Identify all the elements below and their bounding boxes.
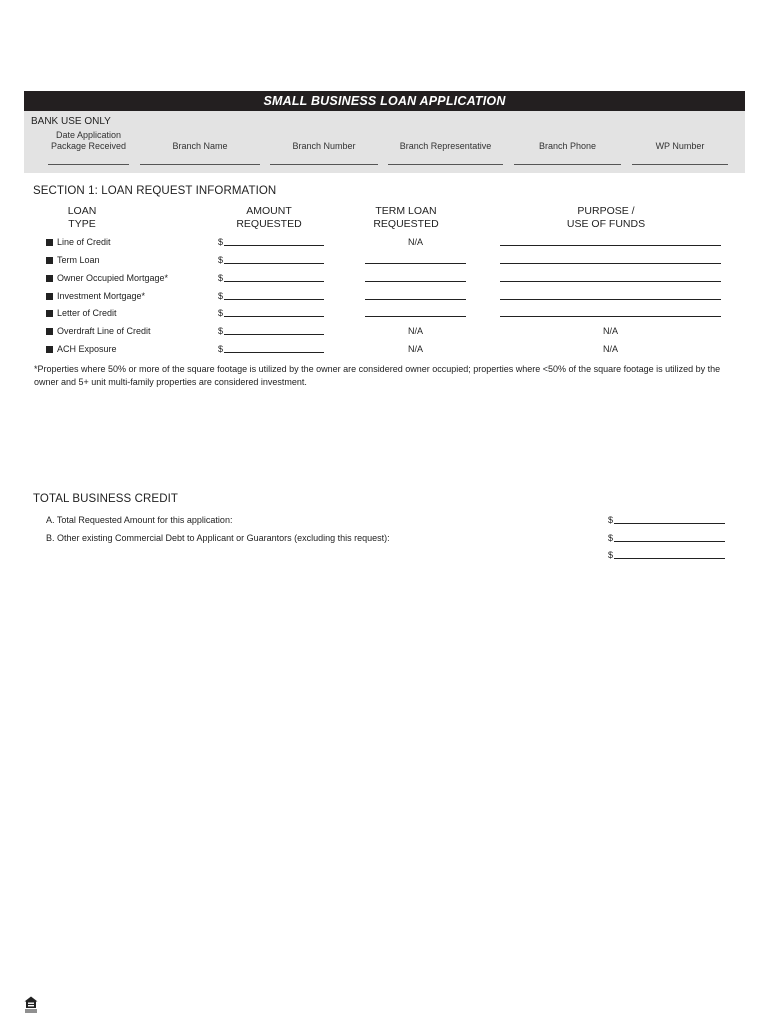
bank-use-label: BANK USE ONLY bbox=[31, 116, 111, 127]
section1-title: SECTION 1: LOAN REQUEST INFORMATION bbox=[33, 185, 277, 197]
loan-type-header: LOAN TYPE bbox=[67, 205, 97, 230]
date-received-field[interactable] bbox=[48, 111, 129, 173]
loan-type-option[interactable] bbox=[46, 289, 145, 303]
total-credit-row-b bbox=[0, 531, 768, 545]
branch-name-field[interactable] bbox=[140, 111, 260, 173]
branch-representative-label: Branch Representative bbox=[399, 141, 492, 151]
purpose-field[interactable] bbox=[500, 263, 721, 264]
branch-phone-field[interactable] bbox=[514, 111, 621, 173]
branch-phone-line[interactable] bbox=[514, 164, 621, 165]
checkbox-icon[interactable] bbox=[46, 293, 53, 300]
date-received-label: Date Application Package Received bbox=[50, 130, 127, 151]
currency-symbol: $ bbox=[218, 237, 224, 247]
checkbox-icon[interactable] bbox=[46, 346, 53, 353]
loan-type-label: Owner Occupied Mortgage* bbox=[57, 273, 169, 283]
amount-field[interactable] bbox=[224, 316, 324, 317]
loan-type-label: Letter of Credit bbox=[57, 308, 117, 318]
term-field[interactable] bbox=[365, 263, 466, 264]
purpose-na-label: N/A bbox=[602, 326, 618, 336]
term-field[interactable] bbox=[365, 299, 466, 300]
wp-number-field[interactable] bbox=[632, 111, 728, 173]
branch-representative-line[interactable] bbox=[388, 164, 503, 165]
loan-type-option[interactable] bbox=[46, 342, 117, 356]
currency-symbol: $ bbox=[218, 291, 224, 301]
term-na-label: N/A bbox=[407, 326, 423, 336]
loan-row-owner-occupied-mortgage bbox=[0, 271, 768, 285]
currency-symbol: $ bbox=[608, 550, 614, 560]
total-requested-label: A. Total Requested Amount for this application: bbox=[46, 515, 233, 525]
loan-row-line-of-credit bbox=[0, 235, 768, 249]
amount-field[interactable] bbox=[224, 299, 324, 300]
total-requested-field[interactable] bbox=[614, 523, 725, 524]
loan-type-label: Line of Credit bbox=[57, 237, 111, 247]
loan-type-label: ACH Exposure bbox=[57, 344, 117, 354]
branch-phone-label: Branch Phone bbox=[538, 141, 597, 151]
form-title: SMALL BUSINESS LOAN APPLICATION bbox=[24, 91, 745, 111]
purpose-field[interactable] bbox=[500, 281, 721, 282]
purpose-na-label: N/A bbox=[602, 344, 618, 354]
branch-number-line[interactable] bbox=[270, 164, 378, 165]
branch-number-field[interactable] bbox=[270, 111, 378, 173]
loan-type-label: Investment Mortgage* bbox=[57, 291, 146, 301]
total-credit-row-total bbox=[0, 548, 768, 562]
loan-type-label: Term Loan bbox=[57, 255, 100, 265]
existing-debt-field[interactable] bbox=[614, 541, 725, 542]
currency-symbol: $ bbox=[608, 533, 614, 543]
purpose-header: PURPOSE / USE OF FUNDS bbox=[566, 205, 646, 230]
term-field[interactable] bbox=[365, 281, 466, 282]
existing-debt-label: B. Other existing Commercial Debt to Applicant or Guarantors (excluding this request): bbox=[46, 533, 390, 543]
checkbox-icon[interactable] bbox=[46, 239, 53, 246]
loan-row-investment-mortgage bbox=[0, 289, 768, 303]
amount-field[interactable] bbox=[224, 352, 324, 353]
bank-use-panel bbox=[24, 111, 745, 173]
checkbox-icon[interactable] bbox=[46, 328, 53, 335]
loan-type-option[interactable] bbox=[46, 306, 117, 320]
total-credit-field[interactable] bbox=[614, 558, 725, 559]
amount-field[interactable] bbox=[224, 281, 324, 282]
currency-symbol: $ bbox=[218, 308, 224, 318]
purpose-field[interactable] bbox=[500, 316, 721, 317]
loan-row-letter-of-credit bbox=[0, 306, 768, 320]
amount-field[interactable] bbox=[224, 263, 324, 264]
loan-row-ach-exposure bbox=[0, 342, 768, 356]
currency-symbol: $ bbox=[218, 344, 224, 354]
branch-representative-field[interactable] bbox=[388, 111, 503, 173]
property-footnote: *Properties where 50% or more of the square footage is utilized by the owner are considered owner occupied; properties where <50% of the square footage is utilized by the owner and 5+ unit multi-family properties are considered investment. bbox=[34, 364, 721, 387]
branch-number-label: Branch Number bbox=[292, 141, 356, 151]
loan-type-option[interactable] bbox=[46, 235, 111, 249]
wp-number-label: WP Number bbox=[655, 141, 705, 151]
amount-header: AMOUNT REQUESTED bbox=[236, 205, 302, 230]
loan-type-label: Overdraft Line of Credit bbox=[57, 326, 151, 336]
term-na-label: N/A bbox=[407, 344, 423, 354]
amount-field[interactable] bbox=[224, 245, 324, 246]
term-field[interactable] bbox=[365, 316, 466, 317]
branch-name-label: Branch Name bbox=[172, 141, 228, 151]
purpose-field[interactable] bbox=[500, 245, 721, 246]
loan-type-option[interactable] bbox=[46, 271, 168, 285]
amount-field[interactable] bbox=[224, 334, 324, 335]
loan-row-term-loan bbox=[0, 253, 768, 267]
loan-row-overdraft-line-of-credit bbox=[0, 324, 768, 338]
total-credit-title: TOTAL BUSINESS CREDIT bbox=[33, 493, 179, 505]
currency-symbol: $ bbox=[218, 273, 224, 283]
loan-type-option[interactable] bbox=[46, 324, 151, 338]
equal-housing-opportunity-icon bbox=[24, 996, 38, 1014]
currency-symbol: $ bbox=[218, 326, 224, 336]
wp-number-line[interactable] bbox=[632, 164, 728, 165]
total-credit-row-a bbox=[0, 513, 768, 527]
term-header: TERM LOAN REQUESTED bbox=[373, 205, 439, 230]
branch-name-line[interactable] bbox=[140, 164, 260, 165]
checkbox-icon[interactable] bbox=[46, 310, 53, 317]
currency-symbol: $ bbox=[608, 515, 614, 525]
checkbox-icon[interactable] bbox=[46, 257, 53, 264]
purpose-field[interactable] bbox=[500, 299, 721, 300]
term-na-label: N/A bbox=[407, 237, 423, 247]
loan-type-option[interactable] bbox=[46, 253, 100, 267]
date-received-line[interactable] bbox=[48, 164, 129, 165]
currency-symbol: $ bbox=[218, 255, 224, 265]
checkbox-icon[interactable] bbox=[46, 275, 53, 282]
